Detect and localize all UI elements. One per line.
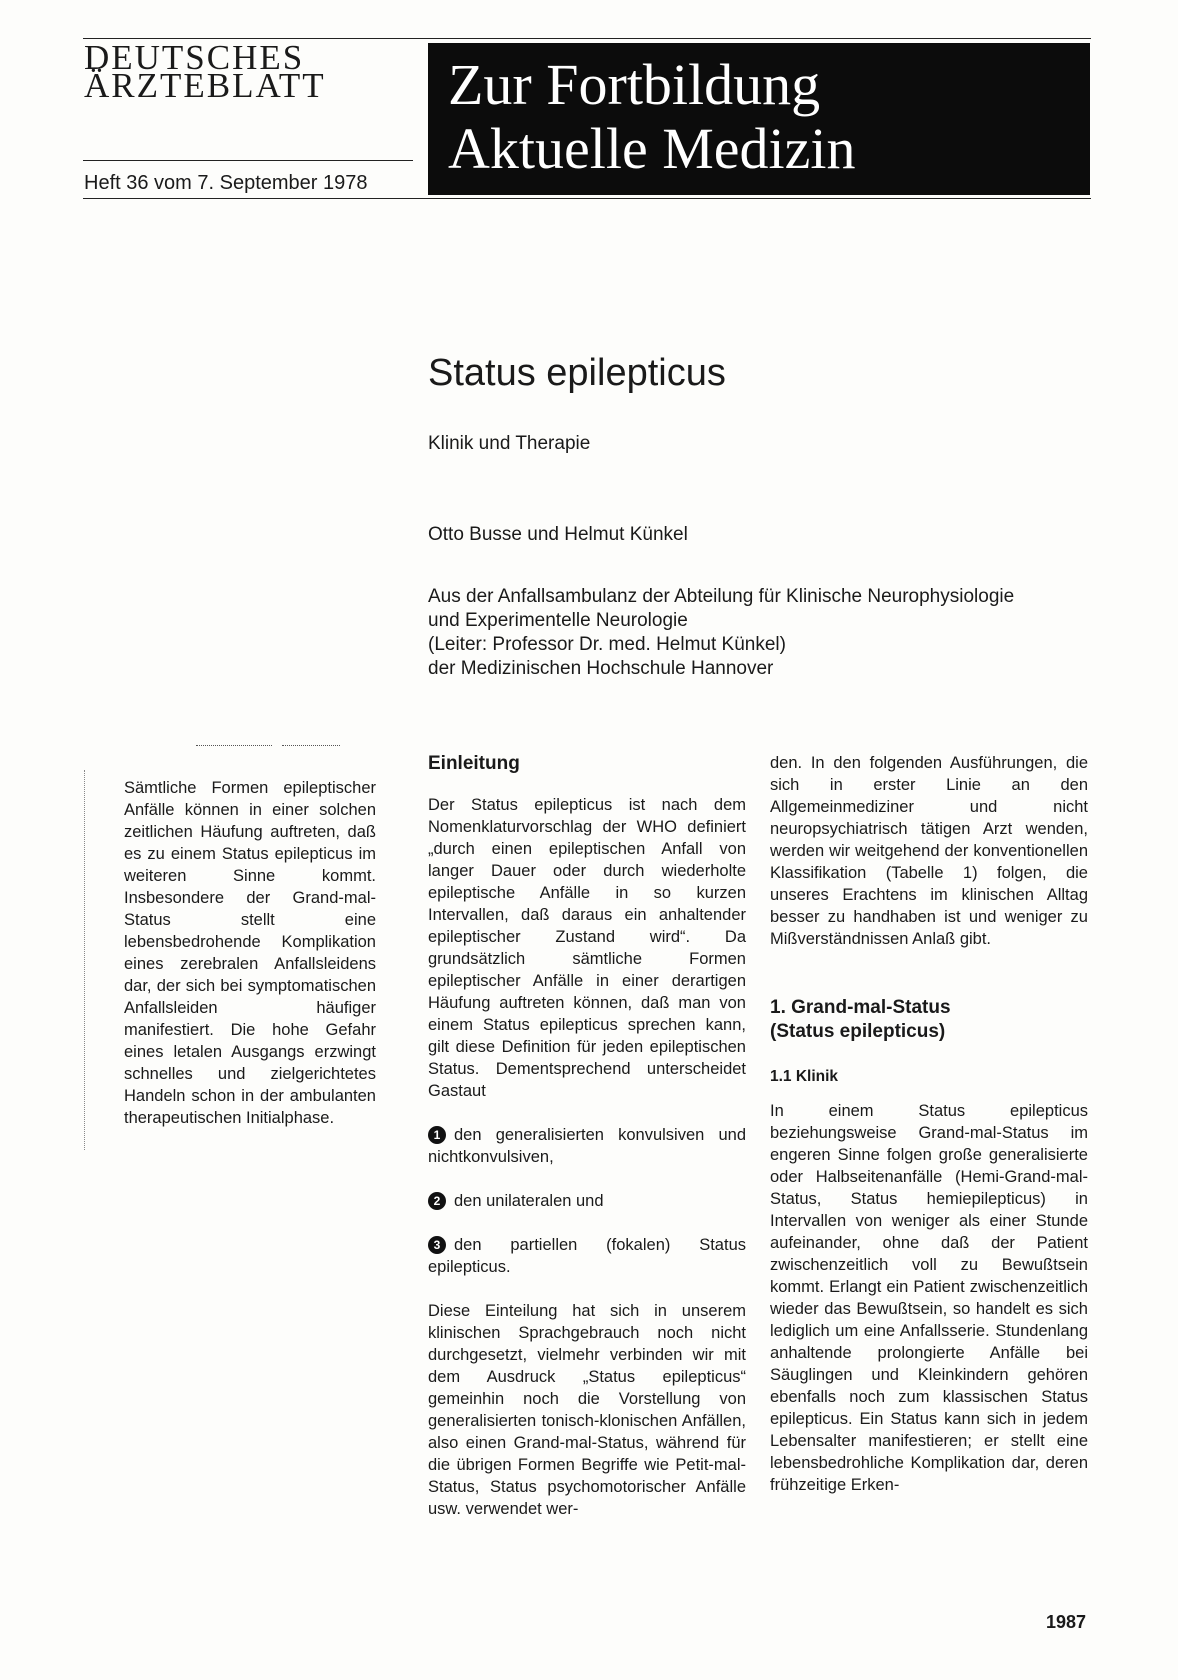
number-bullet-icon: 1: [428, 1126, 446, 1144]
affiliation-line: (Leiter: Professor Dr. med. Helmut Künkel): [428, 634, 786, 655]
page-number: 1987: [1046, 1612, 1087, 1632]
abstract-side-rule: [84, 770, 85, 1150]
number-bullet-icon: 2: [428, 1192, 446, 1210]
paragraph: den. In den folgenden Ausführungen, die sich in erster Linie an den Allgemeinmediziner und nicht neuropsychiatrisch tätigen Arzt wenden, werden wir weitgehend der konventionellen Klassifikation (Tabelle 1) folgen, die unseres Erachtens im klinischen Alltag besser zu handhaben ist und weniger zu Mißverständnissen Anlaß gibt.: [770, 754, 1088, 948]
masthead-bottom-rule: [83, 198, 1091, 199]
journal-name-line1: DEUTSCHES: [84, 38, 305, 77]
list-item: 1 den generalisierten konvulsiven und nichtkonvulsiven,: [428, 1126, 746, 1166]
banner-line1: Zur Fortbildung: [448, 52, 821, 117]
article-title: Status epilepticus: [428, 352, 726, 394]
article-authors: Otto Busse und Helmut Künkel: [428, 524, 688, 545]
abstract-dash-rule: [196, 745, 272, 746]
column-3: [770, 752, 1088, 1496]
section-heading: Einleitung: [428, 753, 520, 774]
abstract: Sämtliche Formen epileptischer Anfälle können in einer solchen zeitlichen Häufung auftreten, daß es zu einem Status epilepticus im weiteren Sinne kommt. Insbesondere der Grand-mal-Status stellt eine lebensbedrohende Komplikation eines zerebralen Anfallsleidens dar, der sich bei symptomatischen Anfallsleiden häufiger manifestiert. Die hohe Gefahr eines letalen Ausgangs erzwingt schnelles und zielgerichtetes Handeln schon in der ambulanten therapeutischen Initialphase.: [124, 779, 376, 1127]
masthead-mid-rule: [83, 160, 413, 161]
affiliation-line: und Experimentelle Neurologie: [428, 610, 688, 631]
list-item: 3 den partiellen (fokalen) Status epilepticus.: [428, 1236, 746, 1276]
affiliation-line: der Medizinischen Hochschule Hannover: [428, 658, 774, 679]
article-subtitle: Klinik und Therapie: [428, 433, 591, 454]
affiliation-line: Aus der Anfallsambulanz der Abteilung für Klinische Neurophysiologie: [428, 586, 1015, 607]
column-2: [428, 752, 746, 1520]
issue-line: Heft 36 vom 7. September 1978: [84, 172, 368, 194]
subsection-heading: 1.1 Klinik: [770, 1068, 839, 1085]
paragraph: In einem Status epilepticus beziehungsweise Grand-mal-Status im engeren Sinne folgen große generalisierte oder Halbseitenanfälle (Hemi-Grand-mal-Status, Status hemiepilepticus) in Intervallen von weniger als einer Stunde aufeinander, ohne daß der Patient zwischenzeitlich voll zu Bewußtsein kommt. Erlangt ein Patient zwischenzeitlich wieder das Bewußtsein, so handelt es sich lediglich um eine Anfallsserie. Stundenlang anhaltende prolongierte Anfälle bei Säuglingen und Kleinkindern gehören ebenfalls noch zum klassischen Status epilepticus. Ein Status kann sich in jedem Lebensalter manifestieren; er stellt eine lebensbedrohliche Komplikation dar, deren frühzeitige Erken-: [770, 1102, 1088, 1494]
banner-line2: Aktuelle Medizin: [448, 116, 856, 181]
section-heading: 1. Grand-mal-Status (Status epilepticus): [770, 997, 951, 1042]
paragraph: Diese Einteilung hat sich in unserem klinischen Sprachgebrauch noch nicht durchgesetzt, vielmehr verbinden wir mit dem Ausdruck „Status epilepticus“ gemeinhin noch die Vorstellung von generalisierten tonisch-klonischen Anfällen, also einen Grand-mal-Status, während für die übrigen Formen Begriffe wie Petit-mal-Status, Status psychomotorischer Anfälle usw. verwendet wer-: [428, 1302, 746, 1518]
journal-name-line2: ÄRZTEBLATT: [84, 66, 326, 105]
paragraph: Der Status epilepticus ist nach dem Nomenklaturvorschlag der WHO definiert „durch einen epileptischen Anfall von langer Dauer oder durch wiederholte epileptische Anfälle in so kurzen Intervallen, daß daraus ein anhaltender epileptischer Zustand wird“. Da grundsätzlich sämtliche Formen epileptischer Anfälle in einer derartigen Häufung auftreten können, daß man von einem Status epilepticus sprechen kann, gilt diese Definition für jeden epileptischen Status. Dementsprechend unterscheidet Gastaut: [428, 796, 746, 1100]
journal-name: [84, 38, 414, 105]
article-affiliation: [428, 585, 1088, 681]
list-item: 2 den unilateralen und: [428, 1190, 746, 1212]
abstract-dash-rule: [282, 745, 340, 746]
section-banner: [428, 43, 1090, 195]
number-bullet-icon: 3: [428, 1236, 446, 1254]
